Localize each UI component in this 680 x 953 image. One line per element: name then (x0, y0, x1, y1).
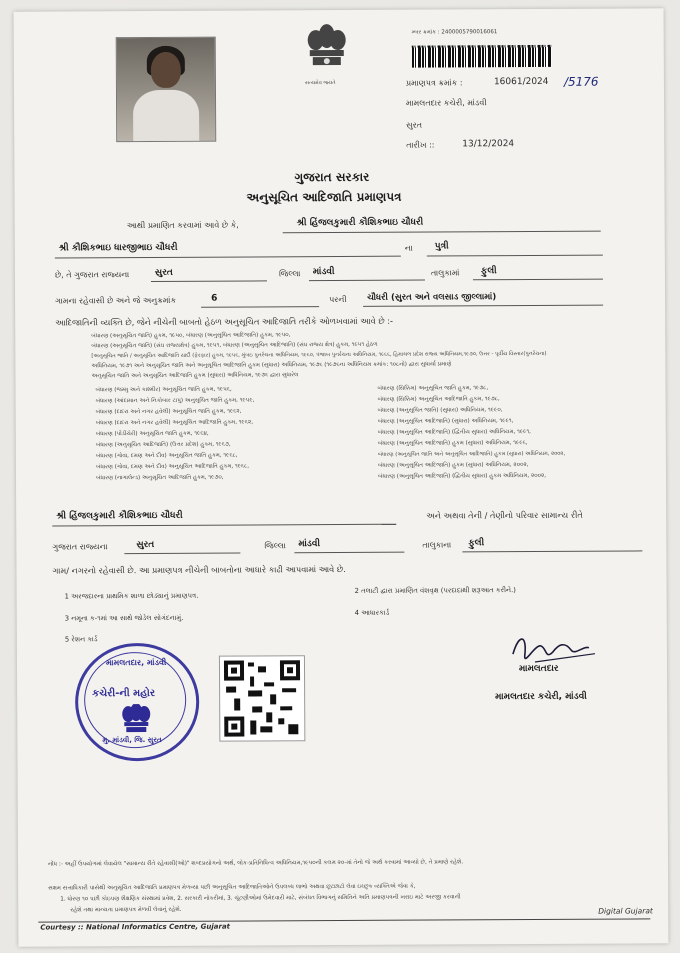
applicant-name-repeat: શ્રી હિંજલકુમારી કૌશિકભાઇ ચૌધરી (56, 510, 183, 522)
issue-date: 13/12/2024 (462, 139, 515, 150)
district: માંડવી (312, 267, 335, 278)
footer-divider (38, 918, 650, 922)
order-right-item: બંધારણ (અનુસૂચિત જાતિ અને અનુસૂચિત આદિજાતિ) હુકમ (સુધારા) અધિનિયમ, ૨૦૦૨, (377, 450, 566, 458)
state-prefix: છે, તે ગુજરાત રાજ્યના (54, 270, 130, 280)
father-name: શ્રી કૌશિકભાઇ ધારજીભાઇ ચૌધરી (58, 242, 178, 254)
order-right-item: બંધારણ (અનુસૂચિત જાતિ) (સુધારા) અધિનિયમ, ૧૯૯૦, (377, 407, 503, 414)
jilla-label-2: જિલ્લા (264, 541, 286, 551)
order-line: અનુસૂચિત જાતિ અને અનુસૂચિત આદિજાતિ હુકમ (સુધારા) અધિનિયમ, ૧૯૭૬ દ્વારા સુધારેલ (91, 372, 299, 380)
district-2: માંડવી (298, 539, 321, 550)
note-line: સક્ષમ સત્તાધિકારી પાસેથી અનુસૂચિત આદિજાતિ પ્રમાણપત્ર મેળવ્યા પછી અનુસૂચિત આદિજાતિઓને ઉપલબ્ધ લાભો અથવા છૂટછાટો લેવા ઇચ્છુક વ્યક્તિએ જેવા કે, (48, 883, 416, 892)
office-seal (75, 643, 200, 762)
signatory-title: મામલતદાર (518, 663, 559, 675)
certificate-title: અનુસૂચિત આદિજાતિ પ્રમાણપત્ર (246, 189, 402, 205)
order-right-item: બંધારણ (અનુસૂચિત આદિજાતિ) (સુધારા) અધિનિયમ, ૧૯૯૧, (377, 418, 514, 425)
order-left-item: બંધારણ (પોંડીચેરી) અનુસૂચિત જાતિ હુકમ, ૧૯૬૪, (95, 430, 209, 438)
order-line: [અનુસૂચિત જાતિ / અનુસૂચિત આદિજાતિ યાદી (ફેરફાર) હુકમ, ૧૯૫૬, મુંબઇ પુનર્રચના અધિનિયમ, ૧૯૬૦, પંજાબ પુનર્રચના અધિનિયમ, ૧૯૬૬, હિમાચલ પ્રદેશ રાજ્ય અધિનિયમ,૧૯૭૦, ઉત્તર - પૂર્વીય વિસ્તાર(પુનર્રચના) (91, 350, 547, 360)
order-left-item: બંધારણ (અનુસૂચિત આદિજાતિ) (ઉત્તર પ્રદેશ) હુકમ, ૧૯૬૭, (95, 441, 231, 449)
seal-emblem-icon (118, 704, 154, 734)
doc-item: 1 અરજદારના પ્રાથમિક શાળા છોડ્યાનું પ્રમાણપત્ર. (64, 591, 199, 601)
district-city: સુરત (154, 267, 173, 278)
tribe-name: ચૌધરી (સુરત અને વલસાડ જીલ્લામાં) (367, 292, 497, 303)
orders-left-list (95, 386, 356, 482)
note-line: 1. ધોરણ ૧૦ પછી કોઇપણ શૈક્ષણિક સંસ્થામાં પ્રવેશ, 2. સરકારી નોકરીમાં, 3. ચૂંટણીઓમાં ઉમેદવારી માટે, સંબંધત વિભાગનું સમિતિને અતિ પ્રમાણપત્રની ખરાઇ માટે અરજી કરવાની (60, 894, 461, 903)
relation: પુત્રી (434, 241, 449, 252)
parni-label: પરની (329, 294, 347, 305)
note-line: રહેશે તથા માન્યતા પ્રમાણપત્ર મેળવી લેવાનું રહેશે. (70, 906, 182, 914)
doc-item: 3 નમૂના ક-૧માં આ સાથે જોડેલ સોગંદનામું. (64, 613, 184, 623)
order-line: બંધારણ (અનુસૂચિત જાતિ) (સંઘ રાજ્યક્ષેત્ર) હુકમ, ૧૯૫૧, બંધારણ (અનુસૂચિત આદિજાતિ) (સંઘ રાજ્ય ક્ષેત્ર) હુકમ, ૧૯૫૧ હેઠળ (91, 341, 378, 350)
order-right-item: બંધારણ (અનુસૂચિત આદિજાતિ) (દ્વિતીય સુધારા) હુકમ અધિનિયમ, ૨૦૦૨, (377, 472, 547, 480)
order-left-item: બંધારણ (નાગાલેન્ડ) અનુસૂચિત આદિજાતિ હુકમ, ૧૯૭૦, (95, 474, 224, 482)
order-right-item: બંધારણ (સિક્કિમ) અનુસૂચિત જાતિ હુકમ, ૧૯૭૮, (377, 385, 489, 392)
doc-item: 2 તલાટી દ્વારા પ્રમાણિત વંશવૃક્ષ (પરદાદાથી શરૂઆત કરીને.) (354, 586, 516, 595)
handwritten-number: /5176 (563, 74, 599, 89)
order-right-item: બંધારણ (અનુસૂચિત આદિજાતિ) હુકમ (સુધારા) અધિનિયમ, ૨૦૦૨, (377, 462, 529, 469)
footer-courtesy: Courtesy :: National Informatics Centre, Gujarat (40, 922, 231, 932)
government-title: ગુજરાત સરકાર (294, 169, 370, 185)
taluka-label-2: તાલુકાના (422, 540, 452, 550)
serial-number: 6 (211, 293, 218, 304)
order-line: અધિનિયમ, ૧૯૭૧ અને અનુસૂચિત જાતિ અને અનુસૂચિત આદિજાતિ હુકમ (સુધારા) અધિનિયમ, ૧૯૭૬ (૧૯૭૬ના અધિનિયમ ક્રમાંક: ૧૦૮નો) દ્વારા સુધાર્યા પ્રમાણે (91, 361, 452, 370)
qr-code (219, 655, 305, 741)
city-header: સુરત (406, 120, 423, 130)
cert-no-label: પ્રમાણપત્ર ક્રમાંક : (405, 78, 463, 88)
intro-text: આથી પ્રમાણિત કરવામાં આવે છે કે, (126, 220, 239, 231)
order-right-item: બંધારણ (સિક્કિમ) અનુસૂચિત આદિજાતિ હુકમ, ૧૯૭૮, (377, 396, 500, 403)
national-emblem-icon (304, 22, 350, 80)
barcode (412, 45, 552, 68)
order-line: બંધારણ (અનુસૂચિત જાતિ) હુકમ, ૧૯૫૦, બંધારણ (અનુસૂચિત આદિજાતિ) હુકમ, ૧૯૫૦, (91, 332, 291, 340)
note-line: નોંધ :- અહીં ઉપયોગમાં લેવાયેલ "સામાન્ય રીતે રહેવાસી(ઓ)" શબ્દપ્રયોગનો અર્થ, લોક-પ્રતિનિધિત્વ અધિનિયમ,૧૯૫૦ની કલમ ૨૦-માં તેનો જે અર્થ કરવામાં આવ્યો છે, તે પ્રમાણે રહેશે. (48, 859, 464, 868)
emblem-caption: સત્યમેવ જયતે (304, 80, 336, 87)
order-left-item: બંધારણ (ગોવા, દમણ અને દીવ) અનુસૂચિત જાતિ હુકમ, ૧૯૬૮, (95, 452, 238, 460)
footer-brand: Digital Gujarat (598, 906, 653, 916)
taluka-2: ફુલી (468, 538, 485, 549)
orders-block (91, 330, 651, 380)
seal-center-text: કચેરી-ની મહોર (92, 687, 156, 700)
office-header: મામલતદાર કચેરી, માંડવી (406, 98, 487, 108)
na-label: ના (404, 243, 413, 253)
order-left-item: બંધારણ (ગોવા, દમણ અને દીવ) અનુસૂચિત આદિજાતિ હુકમ, ૧૯૬૮, (95, 463, 250, 471)
order-left-item: બંધારણ (દાદરા અને નગર હવેલી) અનુસૂચિત આદિજાતિ હુકમ, ૧૯૬૨, (95, 419, 254, 427)
issued-text: ગામ/ નગરનો રહેવાસી છે. આ પ્રમાણપત્ર નીચેની બાબતોના આધારે કાઢી આપવામાં આવે છે. (52, 563, 346, 576)
order-left-item: બંધારણ (આંદામાન અને નિકોબાર ટાપુ) અનુસૂચિત જાતિ હુકમ, ૧૯૫૯, (95, 397, 255, 405)
doc-item: 4 આધારકાર્ડ (354, 608, 390, 617)
seal-bottom-text: મુ. માંડવી, જિ. સુરત (102, 735, 162, 745)
state2-prefix: ગુજરાત રાજ્યના (52, 542, 108, 552)
jilla-label: જિલ્લા (278, 269, 301, 279)
taluka: ફુલી (480, 266, 497, 277)
orders-right-list (377, 384, 658, 480)
seal-top-text: મામલતદાર, માંડવી (105, 657, 167, 668)
taluka-label: તાલુકામાં (430, 268, 460, 278)
certificate-paper (14, 8, 669, 946)
signatory-office: મામલતદાર કચેરી, માંડવી (495, 691, 587, 703)
family-text: અને અથવા તેની / તેણીનો પરિવાર સામાન્ય રીતે (426, 509, 583, 521)
applicant-photo (116, 37, 217, 143)
district-city-2: સુરત (136, 539, 155, 551)
village-prefix: ગામના રહેવાસી છે અને જે અનુક્રમાંક (55, 295, 177, 306)
date-label: તારીખ :: (406, 140, 435, 150)
cert-no: 16061/2024 (493, 76, 549, 88)
order-left-item: બંધારણ (જમ્મુ અને કાશ્મીર) અનુસૂચિત જાતિ હુકમ, ૧૯૫૬, (95, 386, 232, 394)
order-left-item: બંધારણ (દાદરા અને નગર હવેલી) અનુસૂચિત જાતિ હુકમ, ૧૯૬૨, (95, 408, 242, 416)
barcode-number: મ્બર ક્રમાંક : 2400005790016061 (411, 29, 498, 36)
order-right-item: બંધારણ (અનુસૂચિત આદિજાતિ) હુકમ (સુધારા) અધિનિયમ, ૧૯૯૬, (377, 440, 528, 447)
recognized-text: આદિજાતિની વ્યક્તિ છે, જેને નીચેની બાબતો હેઠળ અનુસૂચિત આદિજાતિ તરીકે ઓળખવામાં આવે છે :- (55, 315, 394, 328)
doc-item: 5 રેશન કાર્ડ (64, 635, 98, 644)
order-right-item: બંધારણ (અનુસૂચિત આદિજાતિ) (દ્વિતીય સુધારા) અધિનિયમ, ૧૯૯૧, (377, 429, 531, 436)
applicant-name: શ્રી હિંજલકુમારી કૌશિકભાઇ ચૌધરી (296, 217, 424, 229)
